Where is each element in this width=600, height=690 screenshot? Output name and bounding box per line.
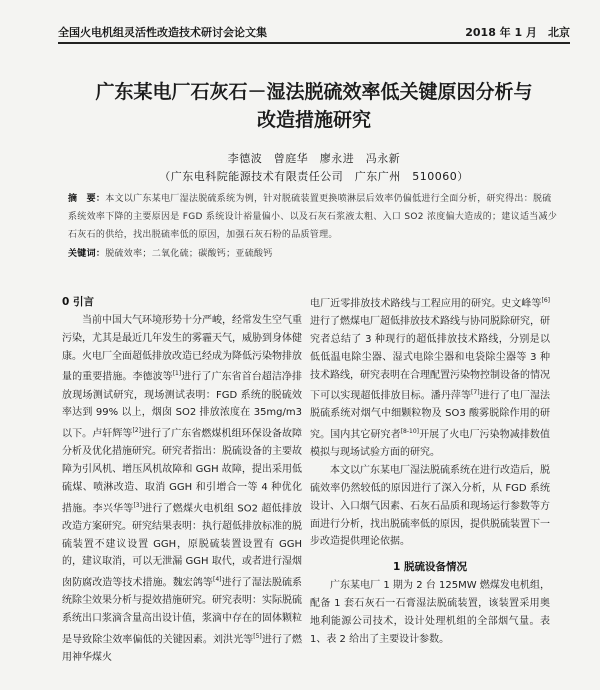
objective-paragraph: 本文以广东某电厂湿法脱硫系统在进行改造后，脱硫效率仍然较低的原因进行了深入分析，从 FGD 系统设计、入口烟气因素、石灰石品质和现场运行参数等方面进行分析，找出脱硫率低的原因，提供脱硫装置下一步改造提供理论依据。 (310, 465, 550, 548)
intro-text-c: 进行了广东省燃煤机组环保设备故障分析及优化措施研究。研究者指出：脱硫设备的主要故障为引风机、增压风机故障和 GGH 故障，提出采用低硫煤、喷淋改造、取消 GGH 和引增合一等 4 种优化措施。李兴华等 (62, 428, 303, 514)
keywords-text: 脱硫效率；二氧化硫；碳酸钙；亚硫酸钙 (105, 249, 273, 259)
left-column (62, 292, 302, 667)
keywords (68, 245, 560, 263)
running-header (58, 22, 570, 40)
equipment-paragraph: 广东某电厂 1 期为 2 台 125MW 燃煤发电机组，配备 1 套石灰石一石膏湿法脱硫装置，该装置采用奥地利能源公司技术，设计处理机组的全部烟气量。表 1、表 2 给出了主要设计参数。 (310, 580, 550, 645)
intro-continued-paragraph (310, 292, 550, 462)
author-names: 李德波 曾庭华 廖永进 冯永新 (227, 152, 401, 165)
section-heading-intro: 0 引言 (62, 296, 94, 308)
intro-cont-text-b: 进行了燃煤电厂超低排放技术路线与协同脱除研究，研究者总结了 3 种现行的超低排放技术路线，分别是以低低温电除尘器、湿式电除尘器和电袋除尘器等 3 种技术路线，研究表明在合理配置污染物控制设备的情况下可以实现超低排放目标。潘丹萍等 (310, 316, 550, 402)
intro-cont-text-c: 进行了电厂湿法脱硫系统对烟气中细颗粒物及 SO3 酸雾脱除作用的研究。国内其它研究者 (310, 390, 551, 441)
citation: [3] (133, 501, 142, 509)
header-date-location: 2018 年 1 月 北京 (465, 26, 570, 39)
intro-cont-text-a: 电厂近零排放技术路线与工程应用的研究。史文峰等 (310, 298, 542, 310)
intro-cont-text-d: 开展了火电厂污染物减排数值模拟与现场试验方面的研究。 (310, 429, 551, 459)
citation: [4] (212, 576, 222, 584)
citation: [1] (172, 370, 182, 378)
right-column (310, 292, 550, 648)
intro-text-d: 进行了燃煤火电机组 SO2 超低排放改造方案研究。研究结果表明：执行超低排放标准的脱硫装置不建议设置 GGH，原脱硫装置设置有 GGH 的，建议取消，可以无泄漏 GGH 取代，或者进行湿烟囱防腐改造等技术措施。魏宏鸽等 (62, 502, 302, 589)
citation: [8-10] (400, 428, 420, 436)
intro-text-e: 进行了湿法脱硫系统除尘效果分析与提效措施研究。研究表明：实际脱硫系统出口浆滴含量高出设计值，浆滴中存在的固体颗粒是导致除尘效率偏低的关键因素。刘洪光等 (62, 577, 303, 646)
abstract-text: 本文以广东某电厂湿法脱硫系统为例，针对脱硫装置更换喷淋层后效率仍偏低进行全面分析，研究得出：脱硫系统效率下降的主要原因是 FGD 系统设计裕量偏小、以及石灰石浆液太粗、入口 SO2 浓度偏大造成的；建议适当减少石灰石的供给，找出脱硫率低的原因，加强石灰石粉的品质管理。 (68, 194, 558, 240)
citation: [7] (471, 389, 480, 397)
keywords-label: 关键词： (68, 249, 106, 259)
author-block (58, 150, 570, 186)
citation: [5] (253, 632, 262, 640)
intro-text-b: 进行了广东省首台超洁净排放现场测试研究，现场测试表明：FGD 系统的脱硫效率达到 99% 以上，烟囱 SO2 排放浓度在 35mg/m3 以下。卢轩辉等 (62, 371, 303, 440)
paper-title (58, 78, 570, 134)
intro-text-a: 当前中国大气环境形势十分严峻，经常发生空气重污染，尤其是最近几年发生的雾霾天气，威胁到身体健康。火电厂全面超低排放改造已经成为降低污染物排放量的重要措施。李德波等 (62, 315, 302, 383)
abstract-body (68, 190, 560, 244)
abstract (68, 190, 560, 263)
title-line-1: 广东某电厂石灰石－湿法脱硫效率低关键原因分析与 (95, 81, 533, 103)
intro-paragraph (62, 312, 302, 667)
section-heading-equipment: 1 脱硫设备情况 (393, 561, 467, 574)
author-affiliation: （广东电科院能源技术有限责任公司 广东广州 510060） (159, 170, 469, 183)
citation: [2] (132, 427, 141, 435)
abstract-label: 摘 要： (68, 194, 106, 204)
title-line-2: 改造措施研究 (256, 109, 371, 131)
header-journal: 全国火电机组灵活性改造技术研讨会论文集 (58, 26, 267, 39)
citation: [6] (541, 297, 550, 304)
intro-text-f: 进行了燃用神华煤火 (62, 634, 303, 663)
header-rule (58, 42, 570, 44)
